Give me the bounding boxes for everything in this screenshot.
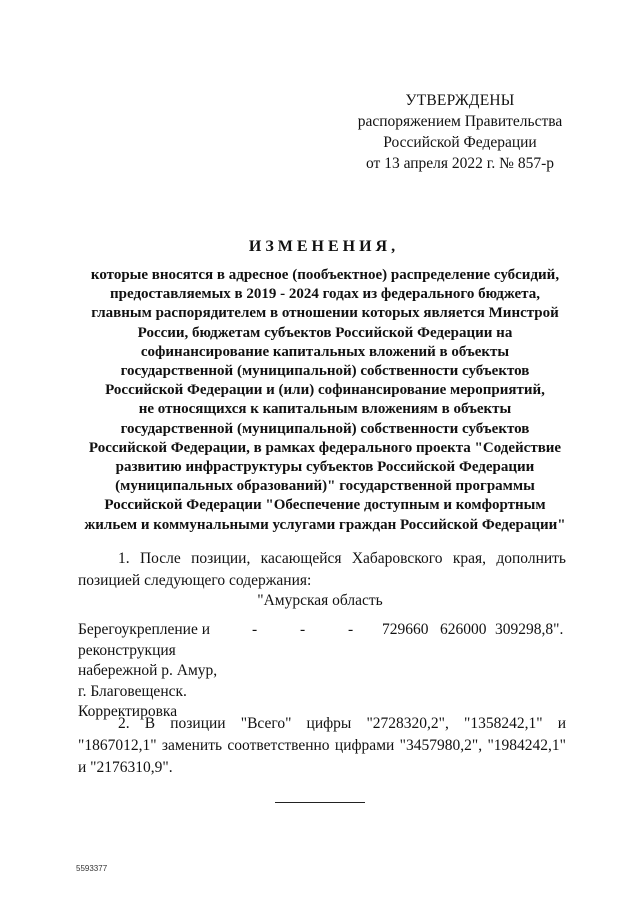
document-number: 5593377 [76,864,108,873]
dash-cell-1: - [252,621,258,638]
subtitle-line: софинансирование капитальных вложений в объекты [140,343,510,360]
object-line: реконструкция [78,641,176,659]
object-description [78,620,238,723]
approval-line-2: Российской Федерации [383,134,537,151]
approval-line-1: распоряжением Правительства [357,113,563,130]
paragraph-1: 1. После позиции, касающейся Хабаровского края, дополнить позицией следующего содержания: [78,550,566,589]
value-cell-1: 729660 [382,621,429,638]
value-cell-2: 626000 [440,621,487,638]
subtitle-line: которые вносятся в адресное (пообъектное) распределение субсидий, [90,267,560,283]
subtitle-line: предоставляемых в 2019 - 2024 годах из федерального бюджета, [110,286,540,303]
subtitle-line: Российской Федерации и (или) софинансирование мероприятий, [105,382,545,399]
subtitle-line: жильем и коммунальными услугами граждан Российской Федерации" [84,516,566,533]
subtitle-line: Российской Федерации "Обеспечение доступным и комфортным [104,497,546,514]
object-line: набережной р. Амур, [78,662,218,679]
region-name: "Амурская область [257,592,383,609]
approval-line-3: от 13 апреля 2022 г. № 857-р [366,155,554,172]
approval-heading: УТВЕРЖДЕНЫ [405,92,515,109]
subtitle-line: не относящихся к капитальным вложениям в объекты [138,401,512,418]
document-subtitle [72,266,578,535]
dash-cell-2: - [300,621,306,638]
subtitle-line: России, бюджетам субъектов Российской Федерации на [137,324,513,341]
separator-line [275,802,365,803]
value-cell-3: 309298,8". [495,621,564,638]
document-title: ИЗМЕНЕНИЯ, [248,238,400,255]
dash-cell-3: - [348,621,354,638]
subtitle-line: (муниципальных образований)" государственной программы [115,478,535,495]
paragraph-2: 2. В позиции "Всего" цифры "2728320,2", "1358242,1" и "1867012,1" заменить соответственно цифрами "3457980,2", "1984242,1" и "2176310,9". [78,715,566,776]
subtitle-line: развитию инфраструктуры субъектов Российской Федерации [115,459,535,476]
subtitle-line: главным распорядителем в отношении которых является Минстрой [91,305,559,322]
subtitle-line: Российской Федерации, в рамках федерального проекта "Содействие [88,439,562,456]
subtitle-line: государственной (муниципальной) собственности субъектов [120,363,530,380]
subtitle-line: государственной (муниципальной) собственности субъектов [120,420,530,437]
object-line: Корректировка [78,703,178,720]
object-line: г. Благовещенск. [78,682,187,700]
object-line: Берегоукрепление и [78,621,210,638]
approval-block [350,90,570,174]
table-row [78,620,570,720]
